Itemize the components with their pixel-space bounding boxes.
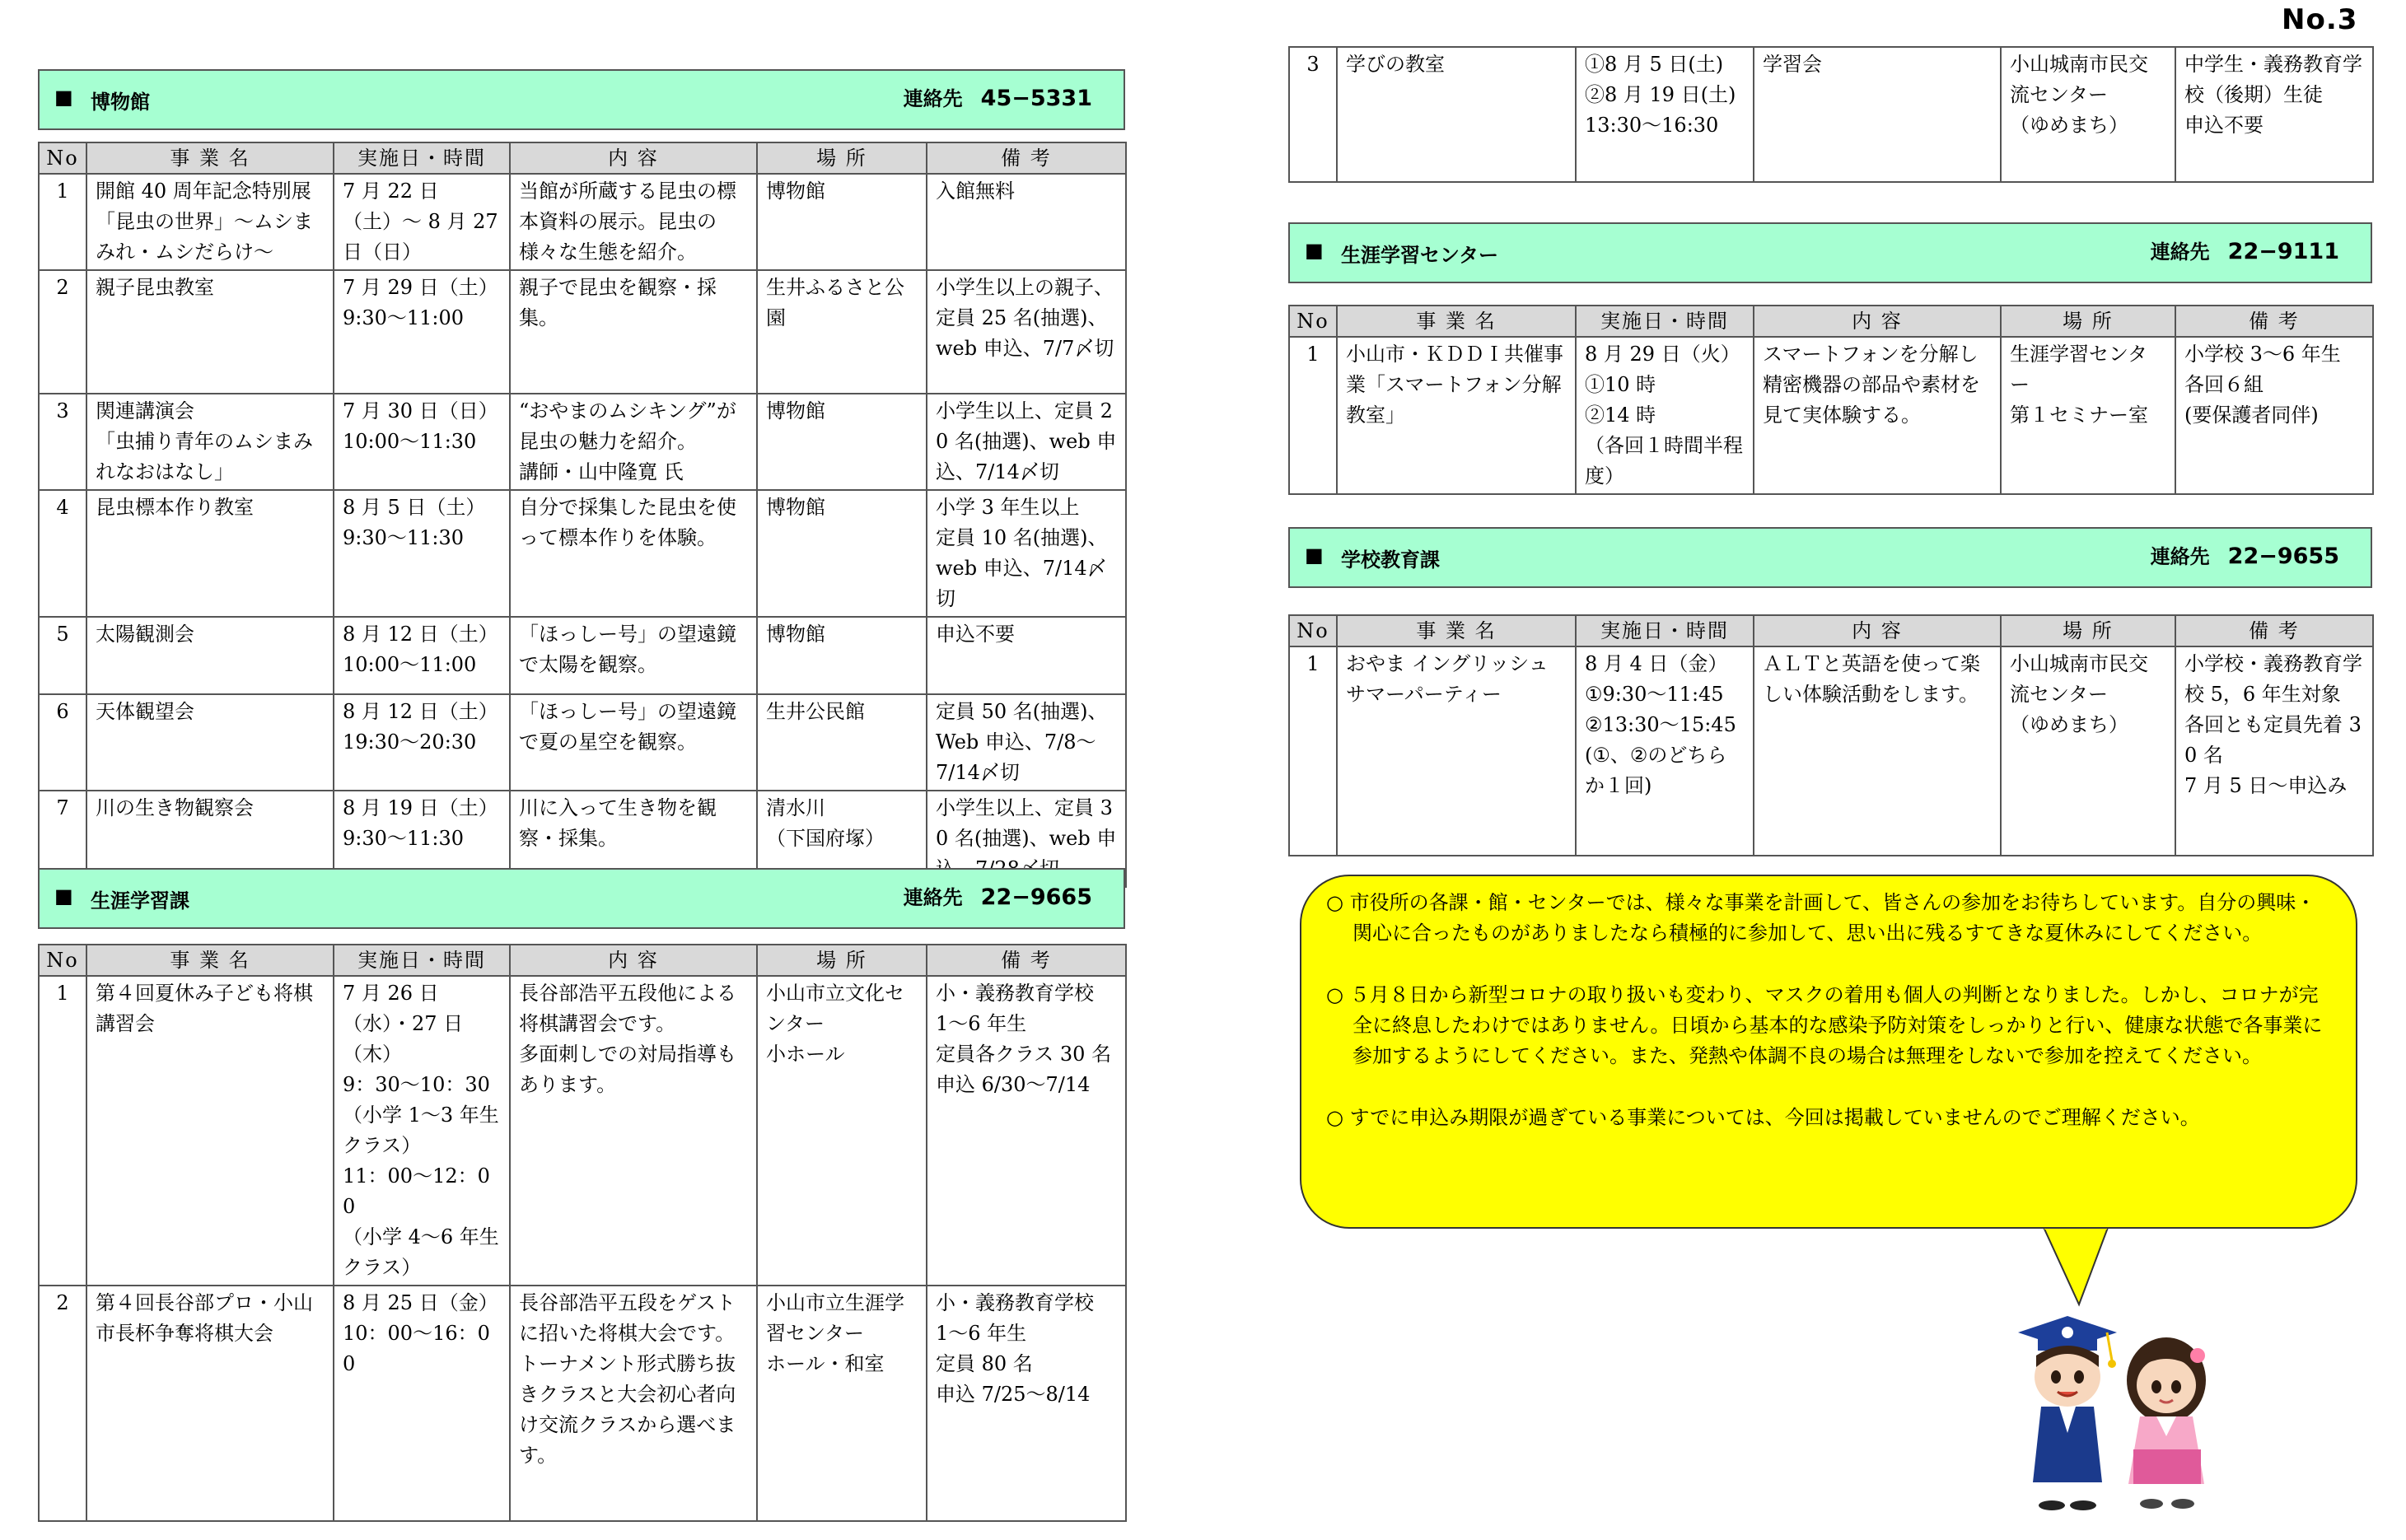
cell-no: 5 [39, 617, 86, 694]
col-no: No [39, 142, 86, 174]
col-place: 場 所 [2001, 615, 2175, 646]
section-header-school-edu [1288, 527, 2372, 588]
table-row [1289, 47, 2373, 182]
col-name: 事 業 名 [1337, 306, 1576, 337]
table-row [39, 1286, 1126, 1521]
col-datetime: 実施日・時間 [1576, 615, 1754, 646]
cell-note: 小学 3 年生以上 定員 10 名(抽選)、 web 申込、7/14〆切 [927, 490, 1126, 617]
notice-bubble [1300, 875, 2357, 1229]
events-table-lifelong-center [1288, 305, 2374, 495]
speech-bubble-tail [2043, 1225, 2117, 1308]
cell-no: 6 [39, 694, 86, 791]
notice-paragraph: ○ 市役所の各課・館・センターでは、様々な事業を計画して、皆さんの参加をお待ちしています。自分の興味・関心に合ったものがありましたなら積極的に参加して、思い出に残るすてきな夏休みにしてください。 [1326, 891, 2316, 945]
cell-no: 1 [1289, 337, 1337, 494]
col-note: 備 考 [2175, 306, 2373, 337]
cell-place: 生井ふるさと公園 [757, 270, 927, 394]
cell-place: 小山城南市民交流センター （ゆめまち） [2001, 47, 2175, 182]
cell-note: 小学校 3〜6 年生 各回６組 (要保護者同伴) [2175, 337, 2373, 494]
section-title: 生涯学習課 [91, 889, 189, 912]
section-header-lifelong-center [1288, 222, 2372, 283]
events-table-school-edu [1288, 614, 2374, 856]
cell-place: 小山市立生涯学習センター ホール・和室 [757, 1286, 927, 1521]
section-title: 博物館 [91, 91, 150, 114]
col-name: 事 業 名 [86, 142, 334, 174]
notice-paragraph: ○ すでに申込み期限が過ぎている事業については、今回は掲載していませんのでご理解ください。 [1326, 1106, 2200, 1129]
cell-name: おやま イングリッシュ サマーパーティー [1337, 646, 1576, 856]
cell-datetime: 8 月 12 日（土） 19:30〜20:30 [334, 694, 510, 791]
cell-note: 小学生以上、定員 30 名(抽選)、web 申 [927, 791, 1126, 887]
cell-place: 清水川 （下国府塚） [757, 791, 927, 887]
table-row [39, 394, 1126, 490]
cell-content: 自分で採集した昆虫を使って標本作りを体験。 [510, 490, 757, 617]
cell-content: ＡＬＴと英語を使って楽しい体験活動をします。 [1754, 646, 2001, 856]
events-table-museum [38, 142, 1127, 888]
cell-name: 太陽観測会 [86, 617, 334, 694]
cell-content: “おやまのムシキング”が昆虫の魅力を紹介。 講師・山中隆寛 氏 [510, 394, 757, 490]
table-row [39, 174, 1126, 270]
cell-no: 2 [39, 1286, 86, 1521]
col-datetime: 実施日・時間 [1576, 306, 1754, 337]
cell-place: 博物館 [757, 174, 927, 270]
table-row [1289, 337, 2373, 494]
square-bullet-icon: ■ [1305, 544, 1324, 567]
cell-name: 開館 40 周年記念特別展「昆虫の世界」〜ムシまみれ・ムシだらけ〜 [86, 174, 334, 270]
cell-no: 1 [39, 976, 86, 1286]
col-no: No [39, 945, 86, 976]
cell-content: 長谷部浩平五段をゲストに招いた将棋大会です。 トーナメント形式勝ち抜きクラスと大会初心者向け交流クラスから選べます。 [510, 1286, 757, 1521]
girl-mascot-icon [2127, 1337, 2206, 1509]
cell-place: 博物館 [757, 617, 927, 694]
cell-name: 親子昆虫教室 [86, 270, 334, 394]
contact: 連絡先 22−9111 [2150, 239, 2339, 264]
cell-content: 長谷部浩平五段他による将棋講習会です。 多面刺しでの対局指導もあります。 [510, 976, 757, 1286]
cell-no: 4 [39, 490, 86, 617]
table-row [1289, 646, 2373, 856]
col-place: 場 所 [757, 142, 927, 174]
square-bullet-icon: ■ [1305, 239, 1324, 262]
cell-place: 博物館 [757, 490, 927, 617]
table-row [39, 270, 1126, 394]
table-row [39, 694, 1126, 791]
page-number: No.3 [2282, 3, 2358, 36]
cell-name: 小山市・ＫＤＤＩ共催事業「スマートフォン分解教室」 [1337, 337, 1576, 494]
cell-no: 2 [39, 270, 86, 394]
cell-datetime: ①8 月 5 日(土) ②8 月 19 日(土) 13:30〜16:30 [1576, 47, 1754, 182]
table-row [39, 490, 1126, 617]
cell-note: 入館無料 [927, 174, 1126, 270]
cell-name: 学びの教室 [1337, 47, 1576, 182]
cell-content: 「ほっしー号」の望遠鏡で太陽を観察。 [510, 617, 757, 694]
cell-name: 天体観望会 [86, 694, 334, 791]
cell-no: 1 [1289, 646, 1337, 856]
cell-place: 博物館 [757, 394, 927, 490]
cell-no: 3 [1289, 47, 1337, 182]
section-header-museum [38, 69, 1125, 130]
cell-no: 3 [39, 394, 86, 490]
contact: 連絡先 22−9665 [903, 884, 1092, 910]
col-content: 内 容 [510, 142, 757, 174]
cell-note: 小学生以上、定員 20 名(抽選)、web 申込、7/14〆切 [927, 394, 1126, 490]
cell-datetime: 7 月 30 日（日） 10:00〜11:30 [334, 394, 510, 490]
cell-content: 「ほっしー号」の望遠鏡で夏の星空を観察。 [510, 694, 757, 791]
section-title: 生涯学習センター [1341, 244, 1499, 267]
col-content: 内 容 [1754, 306, 2001, 337]
cell-datetime: 7 月 29 日（土） 9:30〜11:00 [334, 270, 510, 394]
col-name: 事 業 名 [1337, 615, 1576, 646]
cell-name: 第４回長谷部プロ・小山市長杯争奪将棋大会 [86, 1286, 334, 1521]
col-content: 内 容 [1754, 615, 2001, 646]
col-note: 備 考 [927, 142, 1126, 174]
cell-place: 小山城南市民交流センター （ゆめまち） [2001, 646, 2175, 856]
cell-content: 親子で昆虫を観察・採集。 [510, 270, 757, 394]
cell-place: 小山市立文化センター 小ホール [757, 976, 927, 1286]
cell-datetime: 8 月 4 日（金） ①9:30〜11:45 ②13:30〜15:45 (①、②のどちらか１回) [1576, 646, 1754, 856]
section-header-lifelong-section [38, 868, 1125, 929]
cell-content: スマートフォンを分解し精密機器の部品や素材を見て実体験する。 [1754, 337, 2001, 494]
cell-no: 1 [39, 174, 86, 270]
col-place: 場 所 [757, 945, 927, 976]
events-table-lifelong-section [38, 944, 1127, 1522]
cell-note: 小学校・義務教育学校 5，6 年生対象 各回とも定員先着 30 名 7 月 5 日〜申込み [2175, 646, 2373, 856]
col-no: No [1289, 615, 1337, 646]
col-note: 備 考 [2175, 615, 2373, 646]
cell-content: 学習会 [1754, 47, 2001, 182]
cell-note: 小・義務教育学校 1〜6 年生 定員 80 名 申込 7/25〜8/14 [927, 1286, 1126, 1521]
cell-note: 小学生以上の親子、定員 25 名(抽選)、web 申込、7/7〆切 [927, 270, 1126, 394]
table-row [39, 976, 1126, 1286]
cell-datetime: 8 月 12 日（土） 10:00〜11:00 [334, 617, 510, 694]
col-content: 内 容 [510, 945, 757, 976]
cell-no: 7 [39, 791, 86, 887]
table-row [39, 617, 1126, 694]
contact: 連絡先 22−9655 [2150, 544, 2339, 569]
cell-datetime: 7 月 26 日（水）・27 日（木） 9：30〜10：30 （小学 1〜3 年生クラス） 11：00〜12：00 （小学 4〜6 年生クラス） [334, 976, 510, 1286]
cell-note: 中学生・義務教育学校（後期）生徒 申込不要 [2175, 47, 2373, 182]
col-note: 備 考 [927, 945, 1126, 976]
cell-note: 申込不要 [927, 617, 1126, 694]
cell-place: 生井公民館 [757, 694, 927, 791]
cell-datetime: 8 月 5 日（土） 9:30〜11:30 [334, 490, 510, 617]
boy-mascot-icon [2018, 1316, 2117, 1510]
cell-place: 生涯学習センター 第１セミナー室 [2001, 337, 2175, 494]
cell-content: 川に入って生き物を観察・採集。 [510, 791, 757, 887]
contact: 連絡先 45−5331 [903, 86, 1092, 111]
col-name: 事 業 名 [86, 945, 334, 976]
cell-name: 昆虫標本作り教室 [86, 490, 334, 617]
col-datetime: 実施日・時間 [334, 142, 510, 174]
cell-datetime: 7 月 22 日（土）〜 8 月 27 日（日） [334, 174, 510, 270]
cell-content: 当館が所蔵する昆虫の標本資料の展示。昆虫の様々な生態を紹介。 [510, 174, 757, 270]
cell-name: 第４回夏休み子ども将棋講習会 [86, 976, 334, 1286]
cell-name: 関連講演会 「虫捕り青年のムシまみれなおはなし」 [86, 394, 334, 490]
col-no: No [1289, 306, 1337, 337]
events-table-lifelong-continued [1288, 46, 2374, 183]
square-bullet-icon: ■ [54, 884, 73, 908]
cell-note: 定員 50 名(抽選)、 Web 申込、7/8〜 7/14〆切 [927, 694, 1126, 791]
cell-datetime: 8 月 25 日（金） 10：00〜16：00 [334, 1286, 510, 1521]
cell-datetime: 8 月 29 日（火） ①10 時 ②14 時 （各回１時間半程度） [1576, 337, 1754, 494]
cell-name: 川の生き物観察会 [86, 791, 334, 887]
col-place: 場 所 [2001, 306, 2175, 337]
section-title: 学校教育課 [1341, 548, 1440, 572]
square-bullet-icon: ■ [54, 86, 73, 109]
notice-paragraph: ○ ５月８日から新型コロナの取り扱いも変わり、マスクの着用も個人の判断となりました。しかし、コロナが完全に終息したわけではありません。日頃から基本的な感染予防対策をしっかりと行い、健康な状態で各事業に参加するようにしてください。また、発熱や体調不良の場合は無理をしないで参加を控えてください。 [1326, 983, 2323, 1067]
cell-datetime: 8 月 19 日（土） 9:30〜11:30 [334, 791, 510, 887]
cell-note: 小・義務教育学校 1〜6 年生 定員各クラス 30 名 申込 6/30〜7/14 [927, 976, 1126, 1286]
mascot-children-illustration [2010, 1301, 2224, 1515]
col-datetime: 実施日・時間 [334, 945, 510, 976]
